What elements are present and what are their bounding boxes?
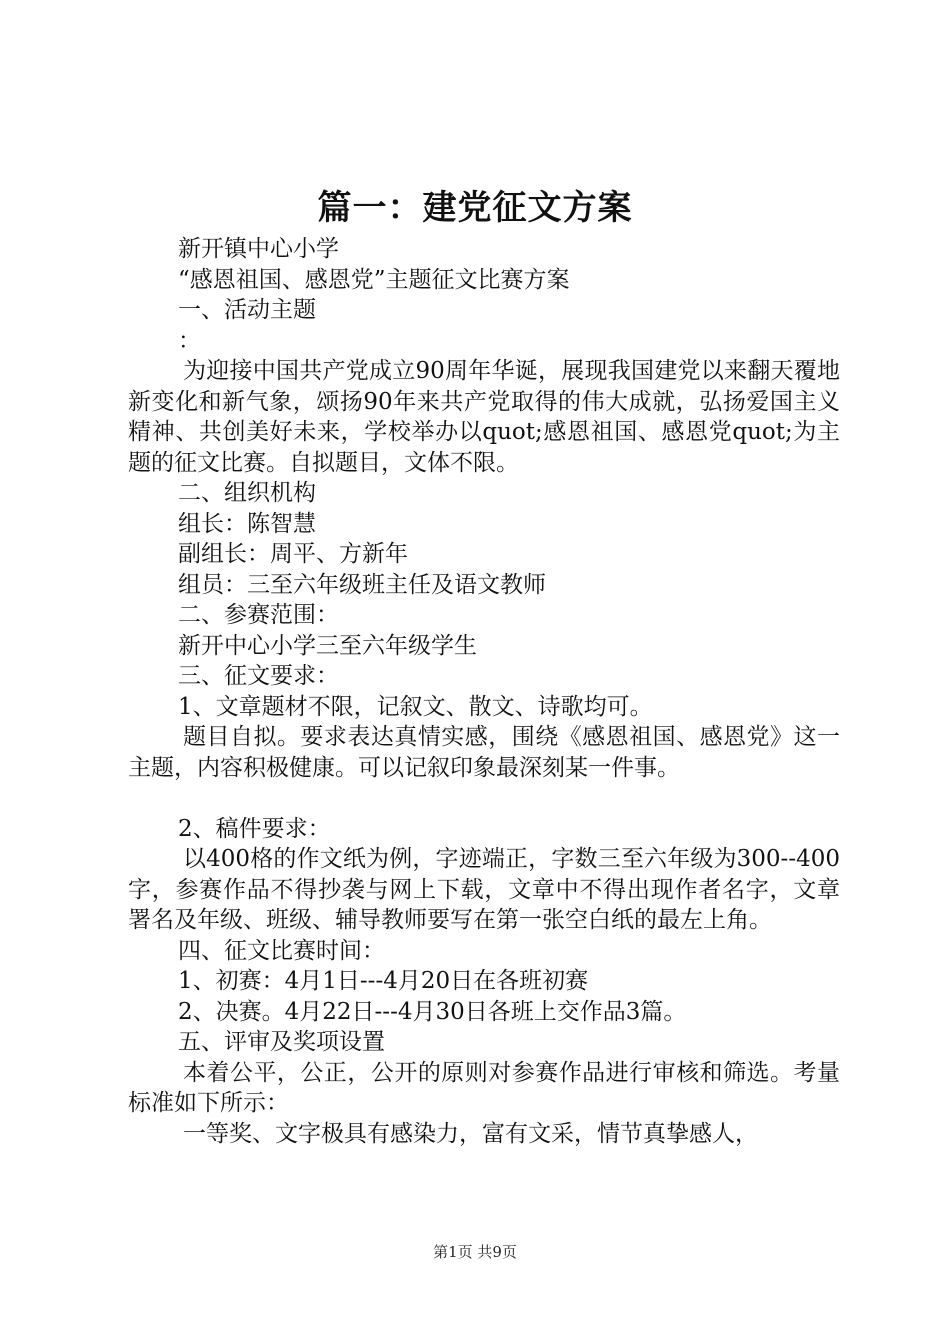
section-heading-1: 一、活动主题 xyxy=(178,297,316,323)
members-line: 组员：三至六年级班主任及语文教师 xyxy=(178,571,546,598)
subtitle: “感恩祖国、感恩党”主题征文比赛方案 xyxy=(178,266,570,293)
scope-line: 新开中心小学三至六年级学生 xyxy=(178,632,477,659)
colon-line: ： xyxy=(178,327,201,354)
section-heading-6: 五、评审及奖项设置 xyxy=(178,1029,385,1055)
paragraph-requirement-2: 以400格的作文纸为例，字迹端正，字数三至六年级为300--400字，参赛作品不得抄袭与网上下载，文章中不得出现作者名字，文章署名及年级、班级、辅导教师要写在第一张空白纸的最左上角。 xyxy=(128,846,840,933)
round-2-line: 2、决赛。4月22日---4月30日各班上交作品3篇。 xyxy=(178,998,687,1025)
vice-leader-line: 副组长：周平、方新年 xyxy=(178,541,408,567)
section-heading-2: 二、组织机构 xyxy=(178,480,316,506)
section-heading-5: 四、征文比赛时间： xyxy=(178,937,385,964)
section-heading-4: 三、征文要求： xyxy=(178,663,339,689)
school-name: 新开镇中心小学 xyxy=(178,236,339,262)
round-1-line: 1、初赛：4月1日---4月20日在各班初赛 xyxy=(178,968,589,994)
first-prize-line: 一等奖、文字极具有感染力，富有文采，情节真挚感人， xyxy=(183,1120,758,1147)
paragraph-requirement-1: 题目自拟。要求表达真情实感，围绕《感恩祖国、感恩党》这一主题，内容积极健康。可以记叙印象最深刻某一件事。 xyxy=(128,724,840,781)
page-footer: 第1页 共9页 xyxy=(433,1243,517,1261)
document-body xyxy=(128,234,840,1149)
leader-line: 组长：陈智慧 xyxy=(178,510,316,537)
requirement-2: 2、稿件要求： xyxy=(178,815,331,842)
paragraph-activity: 为迎接中国共产党成立90周年华诞，展现我国建党以来翻天覆地新变化和新气象，颂扬90年来共产党取得的伟大成就，弘扬爱国主义精神、共创美好未来，学校举办以quot;感恩祖国、感恩党quot;为主题的征文比赛。自拟题目，文体不限。 xyxy=(128,358,840,476)
paragraph-judging: 本着公平，公正，公开的原则对参赛作品进行审核和筛选。考量标准如下所示： xyxy=(128,1059,840,1116)
requirement-1: 1、文章题材不限，记叙文、散文、诗歌均可。 xyxy=(178,693,653,720)
blank-line xyxy=(128,783,840,814)
document-title: 篇一：建党征文方案 xyxy=(317,188,633,228)
section-heading-3: 二、参赛范围： xyxy=(178,602,339,628)
